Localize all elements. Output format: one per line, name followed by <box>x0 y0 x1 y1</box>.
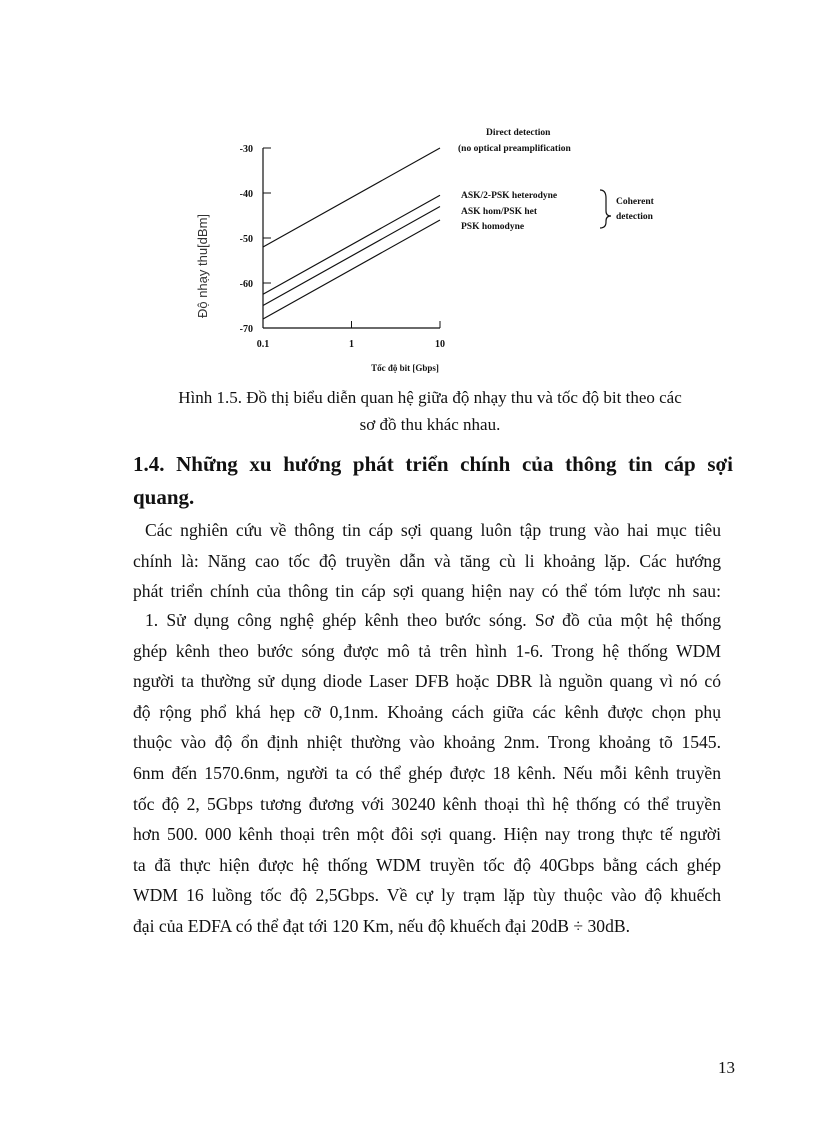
caption-line-1: Hình 1.5. Đồ thị biểu diễn quan hệ giữa độ nhạy thu và tốc độ bit theo các <box>178 388 682 407</box>
wdm-line: người ta thường sử dụng diode Laser DFB hoặc DBR là nguồn quang vì nó có <box>133 671 721 692</box>
coherent-brace <box>600 190 611 228</box>
series-label: ASK/2-PSK heterodyne <box>461 191 558 201</box>
paragraph-intro <box>133 515 721 607</box>
x-tick-label: 10 <box>435 339 445 350</box>
x-tick-label: 1 <box>349 339 354 350</box>
wdm-line: WDM 16 luồng tốc độ 2,5Gbps. Về cự ly trạm lặp tùy thuộc vào độ khuếch <box>133 885 721 906</box>
x-axis-label: Tốc độ bit [Gbps] <box>371 363 439 373</box>
intro-line: chính là: Năng cao tốc độ truyền dẫn và tăng cù li khoảng lặp. Các hướng <box>133 550 721 571</box>
chart-series-lines <box>263 148 440 319</box>
y-tick-label: -60 <box>239 279 253 290</box>
y-tick-label: -40 <box>239 189 253 200</box>
intro-line: Các nghiên cứu về thông tin cáp sợi quang luôn tập trung vào hai mục tiêu <box>145 520 721 540</box>
figure-caption <box>130 384 730 438</box>
wdm-line: tốc độ 2, 5Gbps tương đương với 30240 kênh thoại thì hệ thống có thể truyền <box>133 793 721 814</box>
legend-coherent-line1: Coherent <box>616 197 654 207</box>
page-number: 13 <box>718 1058 735 1077</box>
heading-line-1: 1.4. Những xu hướng phát triển chính của thông tin cáp sợi <box>133 452 733 476</box>
y-tick-label: -70 <box>239 324 253 335</box>
y-axis-ticks <box>240 144 271 335</box>
legend-coherent-line2: detection <box>616 212 653 222</box>
legend-direct-line1: Direct detection <box>486 128 551 138</box>
series-labels <box>461 191 557 232</box>
legend-direct-line2: (no optical preamplification <box>458 144 571 154</box>
y-tick-label: -30 <box>239 144 253 155</box>
y-tick-label: -50 <box>239 234 253 245</box>
sensitivity-chart <box>190 118 654 383</box>
wdm-line: ghép kênh theo bước sóng được mô tả trên hình 1-6. Trong hệ thống WDM <box>133 640 721 661</box>
wdm-line: 6nm đến 1570.6nm, người ta có thể ghép được 18 kênh. Nếu mỗi kênh truyền <box>133 762 721 783</box>
heading-line-2: quang. <box>133 485 195 509</box>
series-label: ASK hom/PSK het <box>461 207 538 217</box>
wdm-line: thuộc vào độ ổn định nhiệt thường vào khoảng 2nm. Trong khoảng tõ 1545. <box>133 732 721 753</box>
caption-line-2: sơ đồ thu khác nhau. <box>359 415 501 434</box>
series-line <box>263 148 440 247</box>
section-heading <box>133 448 733 514</box>
series-line <box>263 220 440 319</box>
series-label: PSK homodyne <box>461 222 525 232</box>
wdm-line: đại của EDFA có thể đạt tới 120 Km, nếu độ khuếch đại 20dB ÷ 30dB. <box>133 915 631 936</box>
x-axis-ticks <box>257 321 445 350</box>
intro-line: phát triển chính của thông tin cáp sợi quang hiện nay có thể tóm lược nh sau: <box>133 581 721 602</box>
paragraph-wdm <box>133 605 721 942</box>
chart-axes <box>263 148 440 328</box>
series-line <box>263 195 440 294</box>
wdm-line: hơn 500. 000 kênh thoại trên một đôi sợi quang. Hiện nay trong thực tế người <box>133 824 721 845</box>
y-axis-label: Độ nhạy thu[dBm] <box>195 213 210 319</box>
x-tick-label: 0.1 <box>256 339 270 350</box>
wdm-line: 1. Sử dụng công nghệ ghép kênh theo bước sóng. Sơ đồ của một hệ thống <box>145 610 721 630</box>
series-line <box>263 207 440 306</box>
wdm-line: độ rộng phổ khá hẹp cỡ 0,1nm. Khoảng cách giữa các kênh được chọn phụ <box>133 701 721 722</box>
wdm-line: ta đã thực hiện được hệ thống WDM truyền tốc độ 40Gbps bằng cách ghép <box>133 854 721 875</box>
